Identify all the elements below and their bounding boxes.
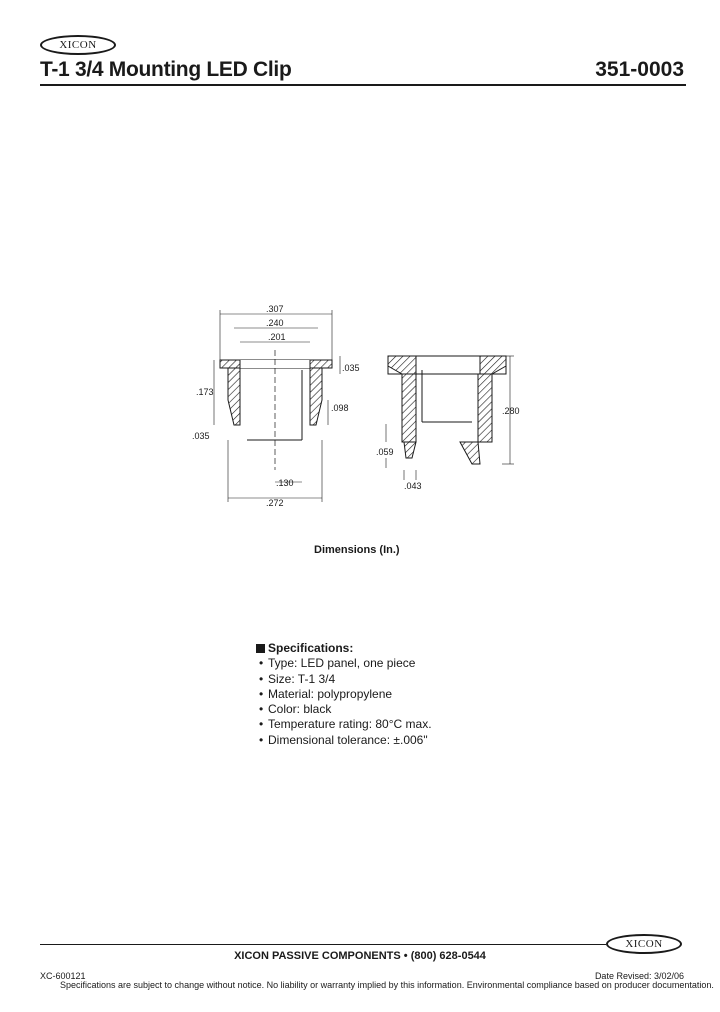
bullet-icon: •: [259, 702, 264, 717]
bullet-icon: •: [259, 732, 264, 747]
spec-text: Type: LED panel, one piece: [268, 656, 416, 671]
footer-disclaimer: Specifications are subject to change without notice. No liability or warranty implied by this information. Environmental compliance based on producer documentation.: [60, 980, 714, 990]
specifications-heading: [256, 641, 432, 656]
footer-company: XICON PASSIVE COMPONENTS • (800) 628-0544: [234, 950, 486, 962]
bullet-icon: •: [259, 656, 264, 671]
dim-tip-width: .043: [404, 481, 422, 491]
spec-text: Color: black: [268, 702, 332, 717]
dim-width-inner: .201: [268, 332, 286, 342]
side-dimension-labels: [376, 406, 520, 491]
spec-item-type: [256, 656, 432, 671]
xicon-logo: XICON: [40, 35, 116, 55]
bullet-icon: •: [259, 686, 264, 701]
spec-item-tolerance: [256, 733, 432, 748]
dim-tip-height: .059: [376, 447, 394, 457]
specifications-heading-text: Specifications:: [268, 641, 354, 655]
dim-lip: .035: [192, 431, 210, 441]
square-bullet-icon: [256, 644, 265, 653]
dim-flange-thickness: .035: [342, 363, 360, 373]
header-rule: [40, 84, 686, 86]
dim-body-height: .173: [196, 387, 214, 397]
spec-text: Material: polypropylene: [268, 686, 393, 701]
footer-date-revised: Date Revised: 3/02/06: [594, 971, 684, 981]
specifications-section: [256, 641, 432, 748]
page-title: T-1 3/4 Mounting LED Clip: [40, 58, 292, 81]
part-number: 351-0003: [595, 58, 684, 81]
front-dimension-labels: [192, 304, 360, 508]
spec-item-size: [256, 672, 432, 687]
side-view: [386, 356, 514, 480]
dimensions-caption: Dimensions (In.): [314, 544, 400, 556]
spec-item-material: [256, 687, 432, 702]
dim-slot-depth: .098: [331, 403, 349, 413]
dim-slot-width: .130: [276, 478, 294, 488]
bullet-icon: •: [259, 717, 264, 732]
dim-width-overall: .307: [266, 304, 284, 314]
spec-item-temperature: [256, 717, 432, 732]
footer-rule: [40, 944, 606, 945]
bullet-icon: •: [259, 671, 264, 686]
spec-text: Size: T-1 3/4: [268, 671, 336, 686]
dim-width-flange: .240: [266, 318, 284, 328]
xicon-logo-footer: XICON: [606, 934, 682, 954]
dim-height: .280: [502, 406, 520, 416]
spec-text: Temperature rating: 80°C max.: [268, 717, 432, 732]
spec-text: Dimensional tolerance: ±.006": [268, 732, 428, 747]
spec-item-color: [256, 702, 432, 717]
spec-list: [256, 656, 432, 748]
footer-doc-number: XC-600121: [40, 971, 86, 981]
dimension-drawing: [190, 300, 530, 520]
dim-base-width: .272: [266, 498, 284, 508]
